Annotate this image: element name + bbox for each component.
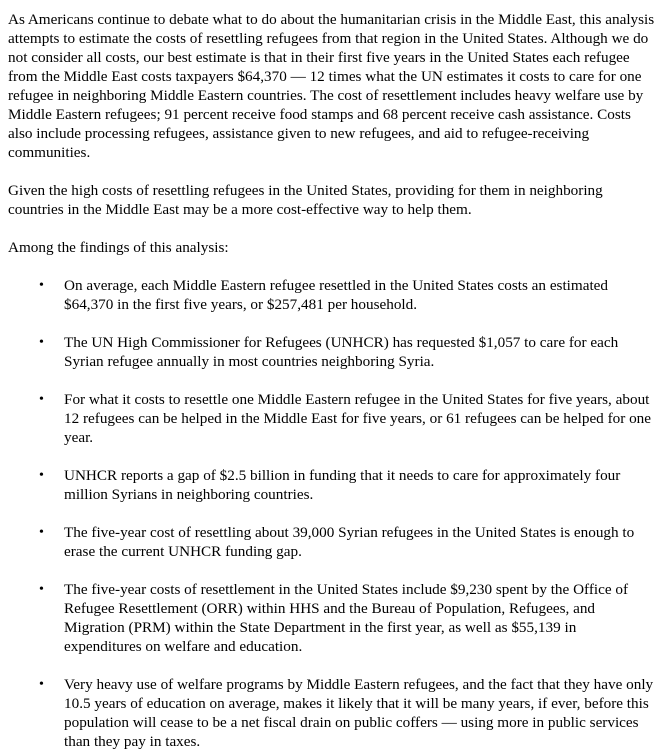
finding-item-3 <box>8 390 659 447</box>
finding-text: The five-year costs of resettlement in the United States include $9,230 spent by the Office of Refugee Resettlement (ORR) within HHS and the Bureau of Population, Refugees, and Migration (PRM) within the State Department in the first year, as well as $55,139 in expenditures on welfare and education. <box>64 581 629 655</box>
finding-item-7 <box>8 675 659 751</box>
finding-item-4 <box>8 466 659 504</box>
bullet-icon: • <box>39 278 44 293</box>
bullet-icon: • <box>39 525 44 540</box>
finding-item-1 <box>8 276 659 314</box>
bullet-icon: • <box>39 335 44 350</box>
finding-text: For what it costs to resettle one Middle Eastern refugee in the United States for five years, about 12 refugees can be helped in the Middle East for five years, or 61 refugees can be helped for one year. <box>64 391 652 446</box>
finding-text: Very heavy use of welfare programs by Middle Eastern refugees, and the fact that they have only 10.5 years of education on average, makes it likely that it will be many years, if ever, before this population will cease to be a net fiscal drain on public coffers — using more in public services than they pay in taxes. <box>64 676 654 750</box>
findings-intro: Among the findings of this analysis: <box>8 239 229 256</box>
intro-paragraph: As Americans continue to debate what to do about the humanitarian crisis in the Middle East, this analysis attempts to estimate the costs of resettling refugees from that region in the United States. Although we do not consider all costs, our best estimate is that in their first five years in the United States each refugee from the Middle East costs taxpayers $64,370 — 12 times what the UN estimates it costs to care for one refugee in neighboring Middle Eastern countries. The cost of resettlement includes heavy welfare use by Middle Eastern refugees; 91 percent receive food stamps and 68 percent receive cash assistance. Costs also include processing refugees, assistance given to new refugees, and aid to refugee-receiving communities. <box>8 11 655 161</box>
finding-item-5 <box>8 523 659 561</box>
finding-text: The UN High Commissioner for Refugees (UNHCR) has requested $1,057 to care for each Syrian refugee annually in most countries neighboring Syria. <box>64 334 619 370</box>
bullet-icon: • <box>39 582 44 597</box>
finding-item-2 <box>8 333 659 371</box>
bullet-icon: • <box>39 392 44 407</box>
finding-item-6 <box>8 580 659 656</box>
findings-list <box>8 276 659 751</box>
bullet-icon: • <box>39 468 44 483</box>
bullet-icon: • <box>39 677 44 692</box>
second-paragraph: Given the high costs of resettling refugees in the United States, providing for them in neighboring countries in the Middle East may be a more cost-effective way to help them. <box>8 182 603 218</box>
finding-text: On average, each Middle Eastern refugee resettled in the United States costs an estimated $64,370 in the first five years, or $257,481 per household. <box>64 277 609 313</box>
finding-text: The five-year cost of resettling about 39,000 Syrian refugees in the United States is enough to erase the current UNHCR funding gap. <box>64 524 635 560</box>
finding-text: UNHCR reports a gap of $2.5 billion in funding that it needs to care for approximately four million Syrians in neighboring countries. <box>64 467 621 503</box>
